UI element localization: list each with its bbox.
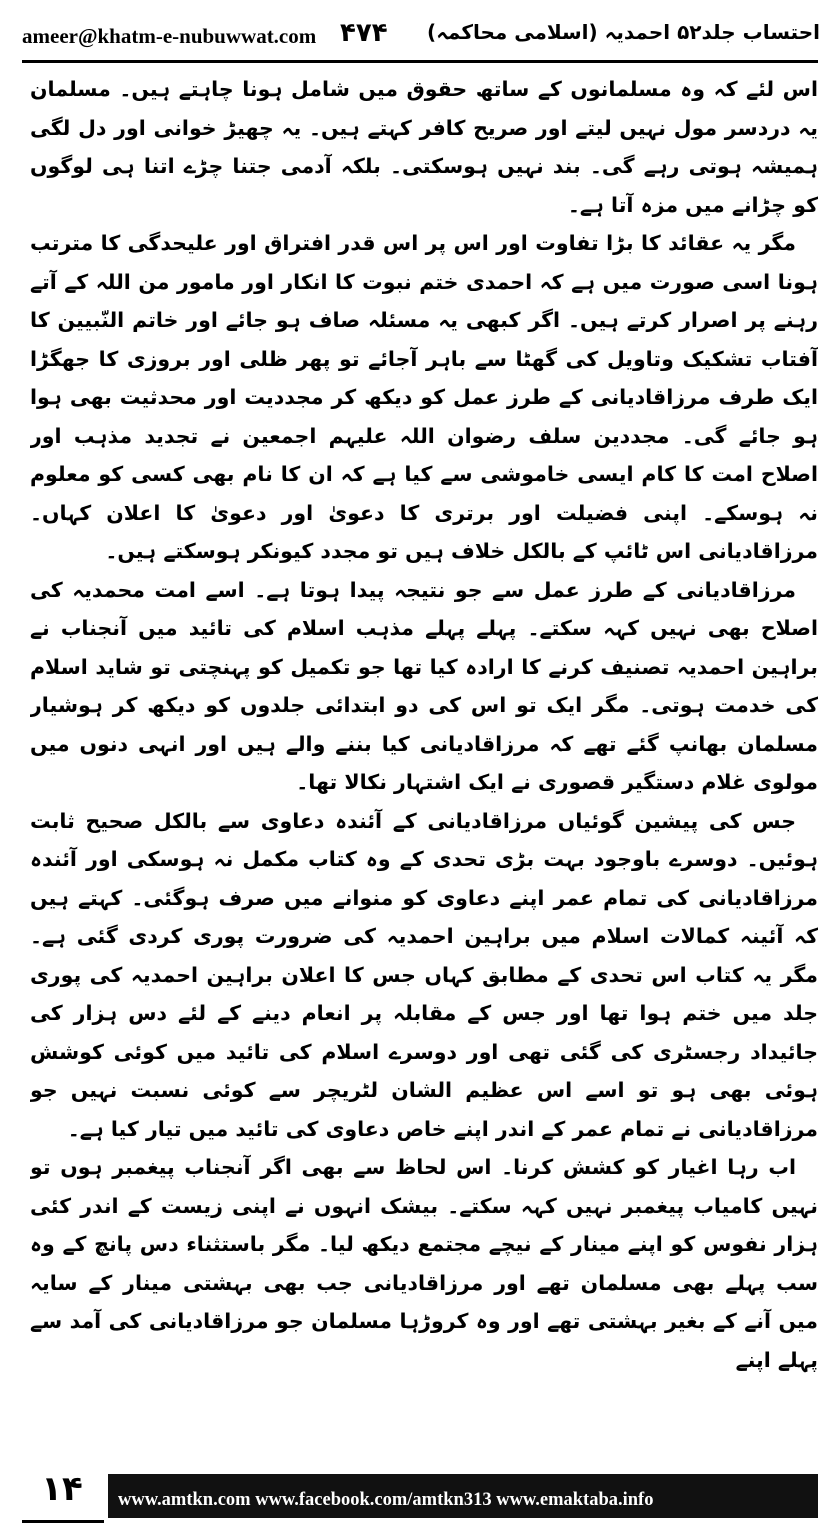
body-text [30,70,818,1456]
footer-number-underline [22,1520,104,1523]
footer-page-number: ۱۴ [41,1469,83,1509]
header-divider [22,60,818,63]
footer-urls: www.amtkn.com www.facebook.com/amtkn313 www.emaktaba.info [118,1490,654,1510]
page-footer [22,1462,818,1524]
paragraph-2: مگر یہ عقائد کا بڑا تفاوت اور اس پر اس قدر افتراق اور علیحدگی کا مترتب ہونا اسی صورت میں ہے کہ احمدی ختم نبوت کا انکار اور مامور من اللہ کے آتے رہنے پر اصرار کرتے ہیں۔ اگر کبھی یہ مسئلہ صاف ہو جائے اور خاتم النّبیین کا آفتاب تشکیک وتاویل کی گھٹا سے باہر آجائے تو پھر ظلی اور بروزی کا جھگڑا ایک طرف مرزاقادیانی کے طرز عمل کو دیکھ کر مجددیت اور محدثیت بھی ہوا ہو جائے گی۔ مجددین سلف رضوان اللہ علیہم اجمعین نے تجدید مذہب اور اصلاح امت کا کام ایسی خاموشی سے کیا ہے کہ ان کا نام بھی کسی کو معلوم نہ ہوسکے۔ اپنی فضیلت اور برتری کا دعویٰ اور دعویٰ کا اعلان کہاں۔ مرزاقادیانی اس ٹائپ کے بالکل خلاف ہیں تو مجدد کیونکر ہوسکتے ہیں۔ [30,231,818,563]
header-email: ameer@khatm-e-nubuwwat.com [22,24,317,48]
paragraph-3: مرزاقادیانی کے طرز عمل سے جو نتیجہ پیدا ہوتا ہے۔ اسے امت محمدیہ کی اصلاح بھی نہیں کہہ سکتے۔ پہلے پہلے مذہب اسلام کی تائید میں آنجناب نے براہین احمدیہ تصنیف کرنے کا ارادہ کیا تھا جو تکمیل کو پہنچتی تو شاید اسلام کی خدمت ہوتی۔ مگر ایک تو اس کی دو ابتدائی جلدوں کو دیکھ کر ہوشیار مسلمان بھانپ گئے تھے کہ مرزاقادیانی کیا بننے والے ہیں اور انہی دنوں میں مولوی غلام دستگیر قصوری نے ایک اشتہار نکالا تھا۔ [30,577,818,794]
paragraph-1: اس لئے کہ وہ مسلمانوں کے ساتھ حقوق میں شامل ہونا چاہتے ہیں۔ مسلمان یہ دردسر مول نہیں لیتے اور صریح کافر کہتے ہیں۔ یہ چھیڑ خوانی اور دل لگی ہمیشہ ہوتی رہے گی۔ بند نہیں ہوسکتی۔ بلکہ آدمی جتنا چڑے اتنا ہی لوگوں کو چڑانے میں مزہ آتا ہے۔ [30,77,818,217]
header-page-number: ۴۷۴ [340,18,388,48]
page-header [22,18,820,58]
paragraph-5: اب رہا اغیار کو کشش کرنا۔ اس لحاظ سے بھی اگر آنجناب پیغمبر ہوں تو نہیں کامیاب پیغمبر نہیں کہہ سکتے۔ بیشک انہوں نے اپنی زیست کے اندر کئی ہزار نفوس کو اپنے مینار کے نیچے مجتمع دیکھ لیا۔ مگر باستثناء دس پانچ کے وہ سب پہلے بھی مسلمان تھے اور مرزاقادیانی جب بھی بہشتی مینار کے سایہ میں آنے کے بغیر بہشتی تھے اور وہ کروڑہا مسلمان جو مرزاقادیانی کی آمد سے پہلے اپنے [30,1155,818,1372]
header-title: احتساب جلد۵۲ احمدیہ (اسلامی محاکمہ) [427,20,820,44]
paragraph-4: جس کی پیشین گوئیاں مرزاقادیانی کے آئندہ دعاوی سے بالکل صحیح ثابت ہوئیں۔ دوسرے باوجود بہت بڑی تحدی کے وہ کتاب مکمل نہ ہوسکی اور آئندہ مرزاقادیانی کی تمام عمر اپنے دعاوی کو منوانے میں صرف ہوگئی۔ کہتے ہیں کہ آئینہ کمالات اسلام میں براہین احمدیہ کی ضرورت پوری کردی گئی ہے۔ مگر یہ کتاب اس تحدی کے مطابق کہاں جس کا اعلان براہین احمدیہ کی پوری جلد میں ختم ہوا تھا اور جس کے مقابلہ پر انعام دینے کے لئے دس ہزار کی جائیداد رجسٹری کی گئی تھی اور دوسرے اسلام کی تائید میں کوئی کوشش ہوئی بھی ہو تو اسے اس عظیم الشان لٹریچر سے کوئی نسبت نہیں جو مرزاقادیانی نے تمام عمر کے اندر اپنے خاص دعاوی کی تائید میں تیار کیا ہے۔ [30,808,818,1141]
